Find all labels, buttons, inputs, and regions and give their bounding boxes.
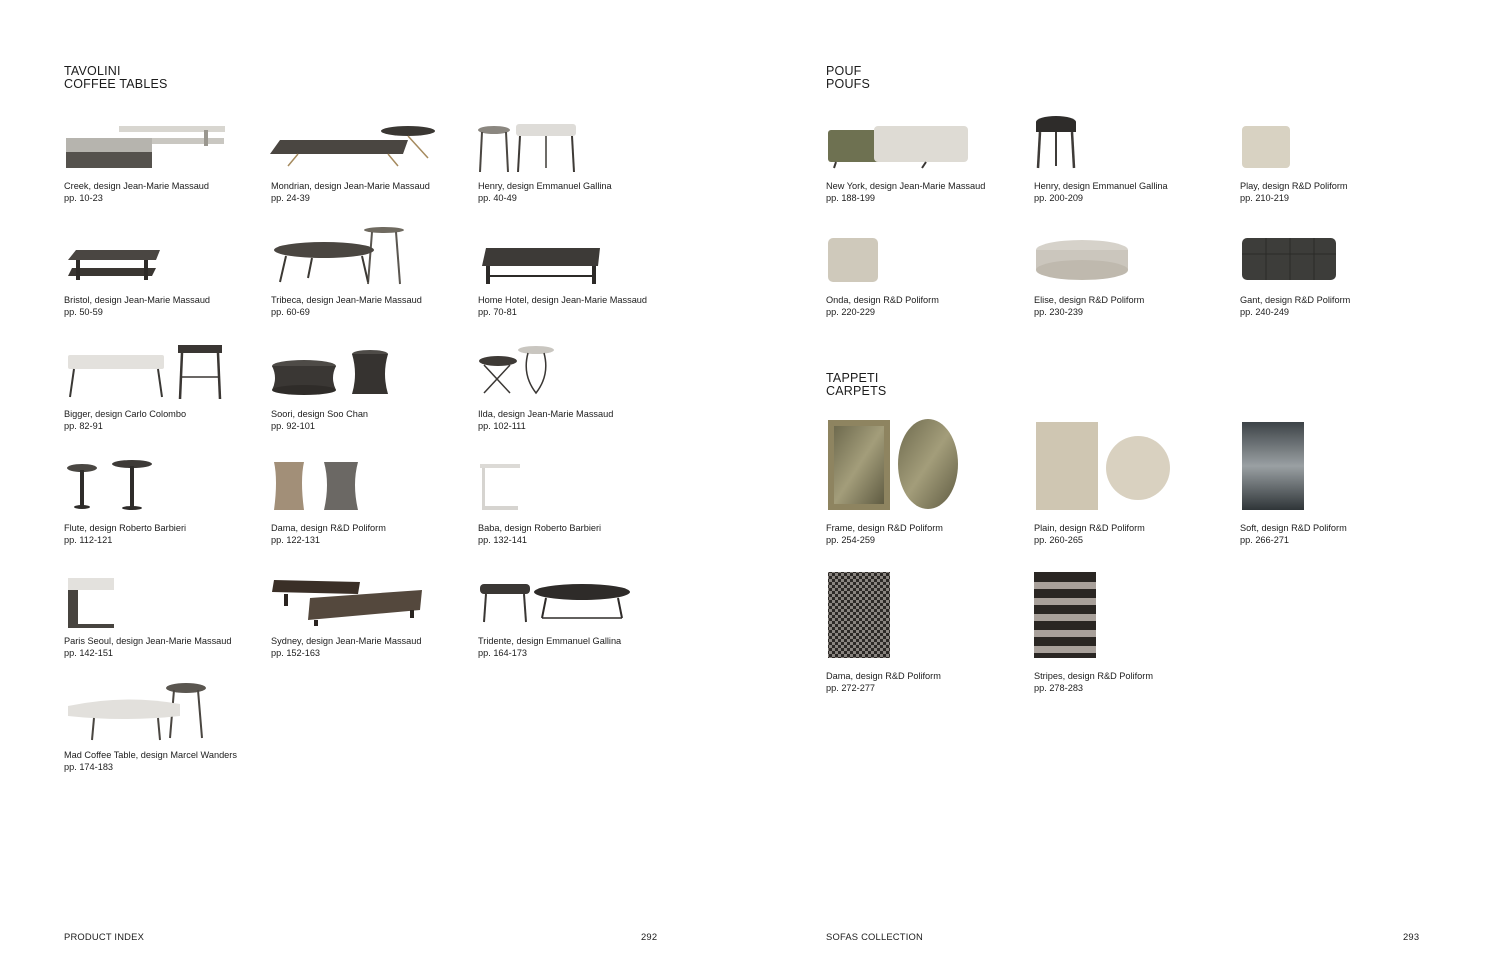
stripes-carpet-image[interactable] <box>1032 570 1098 660</box>
dama-table-image[interactable] <box>272 460 362 512</box>
product-caption: Tribeca, design Jean-Marie Massaud pp. 60-69 <box>271 295 422 317</box>
product-caption: New York, design Jean-Marie Massaud pp. 188-199 <box>826 181 986 203</box>
frame-carpet-image[interactable] <box>826 418 962 512</box>
bigger-table-image[interactable] <box>64 343 226 401</box>
product-caption: Bigger, design Carlo Colombo pp. 82-91 <box>64 409 187 431</box>
coffee-tables-heading <box>64 65 168 91</box>
heading-english: CARPETS <box>826 384 887 398</box>
bristol-table-image[interactable] <box>64 248 164 284</box>
henry-pouf-image[interactable] <box>1034 114 1082 170</box>
soori-table-image[interactable] <box>270 350 392 398</box>
tridente-table-image[interactable] <box>478 582 634 626</box>
home-hotel-table-image[interactable] <box>480 246 604 286</box>
tribeca-table-image[interactable] <box>272 226 412 286</box>
product-caption: Bristol, design Jean-Marie Massaud pp. 50-59 <box>64 295 211 317</box>
product-caption: Paris Seoul, design Jean-Marie Massaud pp. 142-151 <box>64 636 232 658</box>
heading-english: COFFEE TABLES <box>64 77 168 91</box>
onda-pouf-image[interactable] <box>826 236 882 284</box>
flute-table-image[interactable] <box>66 460 156 512</box>
footer-section-label: PRODUCT INDEX <box>64 931 145 942</box>
product-caption: Frame, design R&D Poliform pp. 254-259 <box>826 523 943 545</box>
play-pouf-image[interactable] <box>1240 124 1292 170</box>
dama-carpet-image[interactable] <box>826 570 892 660</box>
product-caption: Sydney, design Jean-Marie Massaud pp. 152-163 <box>271 636 422 658</box>
product-caption: Soori, design Soo Chan pp. 92-101 <box>271 409 369 431</box>
product-caption: Plain, design R&D Poliform pp. 260-265 <box>1034 523 1145 545</box>
elise-pouf-image[interactable] <box>1034 238 1132 284</box>
product-caption: Dama, design R&D Poliform pp. 122-131 <box>271 523 386 545</box>
page-number: 293 <box>1403 931 1420 942</box>
product-caption: Elise, design R&D Poliform pp. 230-239 <box>1034 295 1145 317</box>
ilda-table-image[interactable] <box>476 345 556 397</box>
product-caption: Dama, design R&D Poliform pp. 272-277 <box>826 671 941 693</box>
mad-table-image[interactable] <box>64 682 210 742</box>
footer-section-label: SOFAS COLLECTION <box>826 931 923 942</box>
page-number: 292 <box>641 931 658 942</box>
gant-pouf-image[interactable] <box>1240 236 1340 284</box>
product-caption: Mad Coffee Table, design Marcel Wanders pp. 174-183 <box>64 750 237 772</box>
product-caption: Gant, design R&D Poliform pp. 240-249 <box>1240 295 1351 317</box>
product-caption: Henry, design Emmanuel Gallina pp. 200-209 <box>1034 181 1168 203</box>
product-caption: Soft, design R&D Poliform pp. 266-271 <box>1240 523 1347 545</box>
product-caption: Ilda, design Jean-Marie Massaud pp. 102-111 <box>478 409 614 431</box>
soft-carpet-image[interactable] <box>1240 420 1306 512</box>
product-caption: Henry, design Emmanuel Gallina pp. 40-49 <box>478 181 612 203</box>
product-caption: Home Hotel, design Jean-Marie Massaud pp. 70-81 <box>478 295 648 317</box>
heading-italian: TAPPETI <box>826 371 879 385</box>
heading-italian: TAVOLINI <box>64 64 121 78</box>
poufs-heading <box>826 65 870 91</box>
new-york-pouf-image[interactable] <box>826 124 972 170</box>
baba-table-image[interactable] <box>478 462 524 514</box>
heading-english: POUFS <box>826 77 871 91</box>
mondrian-table-image[interactable] <box>268 124 438 172</box>
product-caption: Mondrian, design Jean-Marie Massaud pp. 24-39 <box>271 181 430 203</box>
product-caption: Tridente, design Emmanuel Gallina pp. 164-173 <box>478 636 622 658</box>
heading-italian: POUF <box>826 64 862 78</box>
product-caption: Baba, design Roberto Barbieri pp. 132-141 <box>478 523 602 545</box>
plain-carpet-image[interactable] <box>1034 420 1172 512</box>
sydney-table-image[interactable] <box>270 576 424 628</box>
product-caption: Onda, design R&D Poliform pp. 220-229 <box>826 295 939 317</box>
product-caption: Stripes, design R&D Poliform pp. 278-283 <box>1034 671 1153 693</box>
paris-seoul-table-image[interactable] <box>66 576 116 630</box>
product-caption: Flute, design Roberto Barbieri pp. 112-121 <box>64 523 187 545</box>
carpets-heading <box>826 372 886 398</box>
henry-table-image[interactable] <box>476 118 582 174</box>
creek-table-image[interactable] <box>64 124 226 172</box>
product-caption: Play, design R&D Poliform pp. 210-219 <box>1240 181 1348 203</box>
product-caption: Creek, design Jean-Marie Massaud pp. 10-23 <box>64 181 210 203</box>
